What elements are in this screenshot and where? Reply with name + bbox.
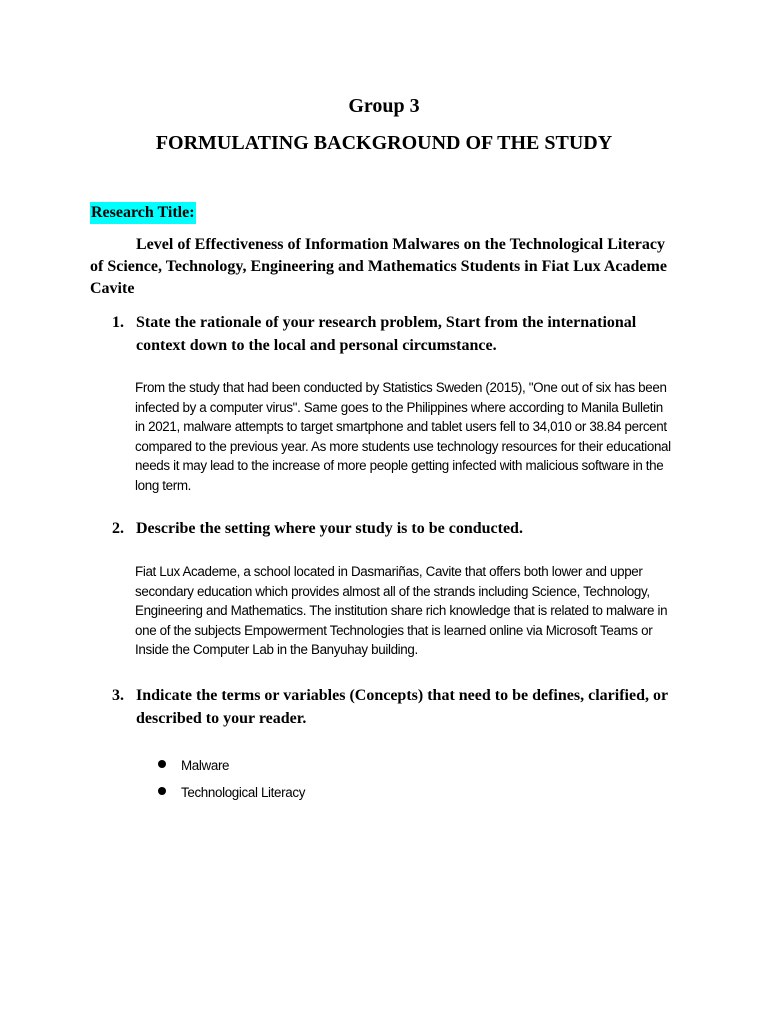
answer-1-paragraph: From the study that had been conducted by Statistics Sweden (2015), "One out of six has been infected by a computer virus". Same goes to the Philippines where according to Manila Bulletin in 2021, malware attempts to target smartphone and tablet users fell to 34,010 or 38.84 percent compared to the previous year. As more students use technology resources for their educational needs it may lead to the increase of more people getting infected with malicious software in the long term. [135,380,671,493]
question-2 [112,517,672,540]
question-2-text: Describe the setting where your study is to be conducted. [136,520,523,537]
question-3-number: 3. [112,687,124,704]
bullet-icon [158,787,166,795]
list-item [158,756,305,783]
group-heading: Group 3 [348,95,420,117]
question-1 [112,311,672,357]
list-item [158,783,305,810]
question-1-text: State the rationale of your research problem, Start from the international context down to the local and personal circumstance. [136,314,637,354]
research-title-content: Level of Effectiveness of Information Malwares on the Technological Literacy of Science, Technology, Engineering and Mathematics Students in Fiat Lux Academe Cavite [90,236,667,297]
term-technological-literacy: Technological Literacy [181,785,306,800]
question-1-number: 1. [112,314,124,331]
bullet-icon [158,760,166,768]
term-malware: Malware [181,758,230,773]
answer-2-paragraph: Fiat Lux Academe, a school located in Dasmariñas, Cavite that offers both lower and upper secondary education which provides almost all of the strands including Science, Technology, Engineering and Mathematics. The institution share rich knowledge that is related to malware in one of the subjects Empowerment Technologies that is learned online via Microsoft Teams or Inside the Computer Lab in the Banyuhay building. [135,564,668,658]
research-title-label: Research Title: [90,202,196,224]
question-3-text: Indicate the terms or variables (Concepts) that need to be defines, clarified, or described to your reader. [136,687,668,727]
terms-list [158,756,305,810]
research-title-text [90,234,670,300]
document-title: FORMULATING BACKGROUND OF THE STUDY [155,132,613,154]
question-3 [112,684,672,730]
question-2-number: 2. [112,520,124,537]
